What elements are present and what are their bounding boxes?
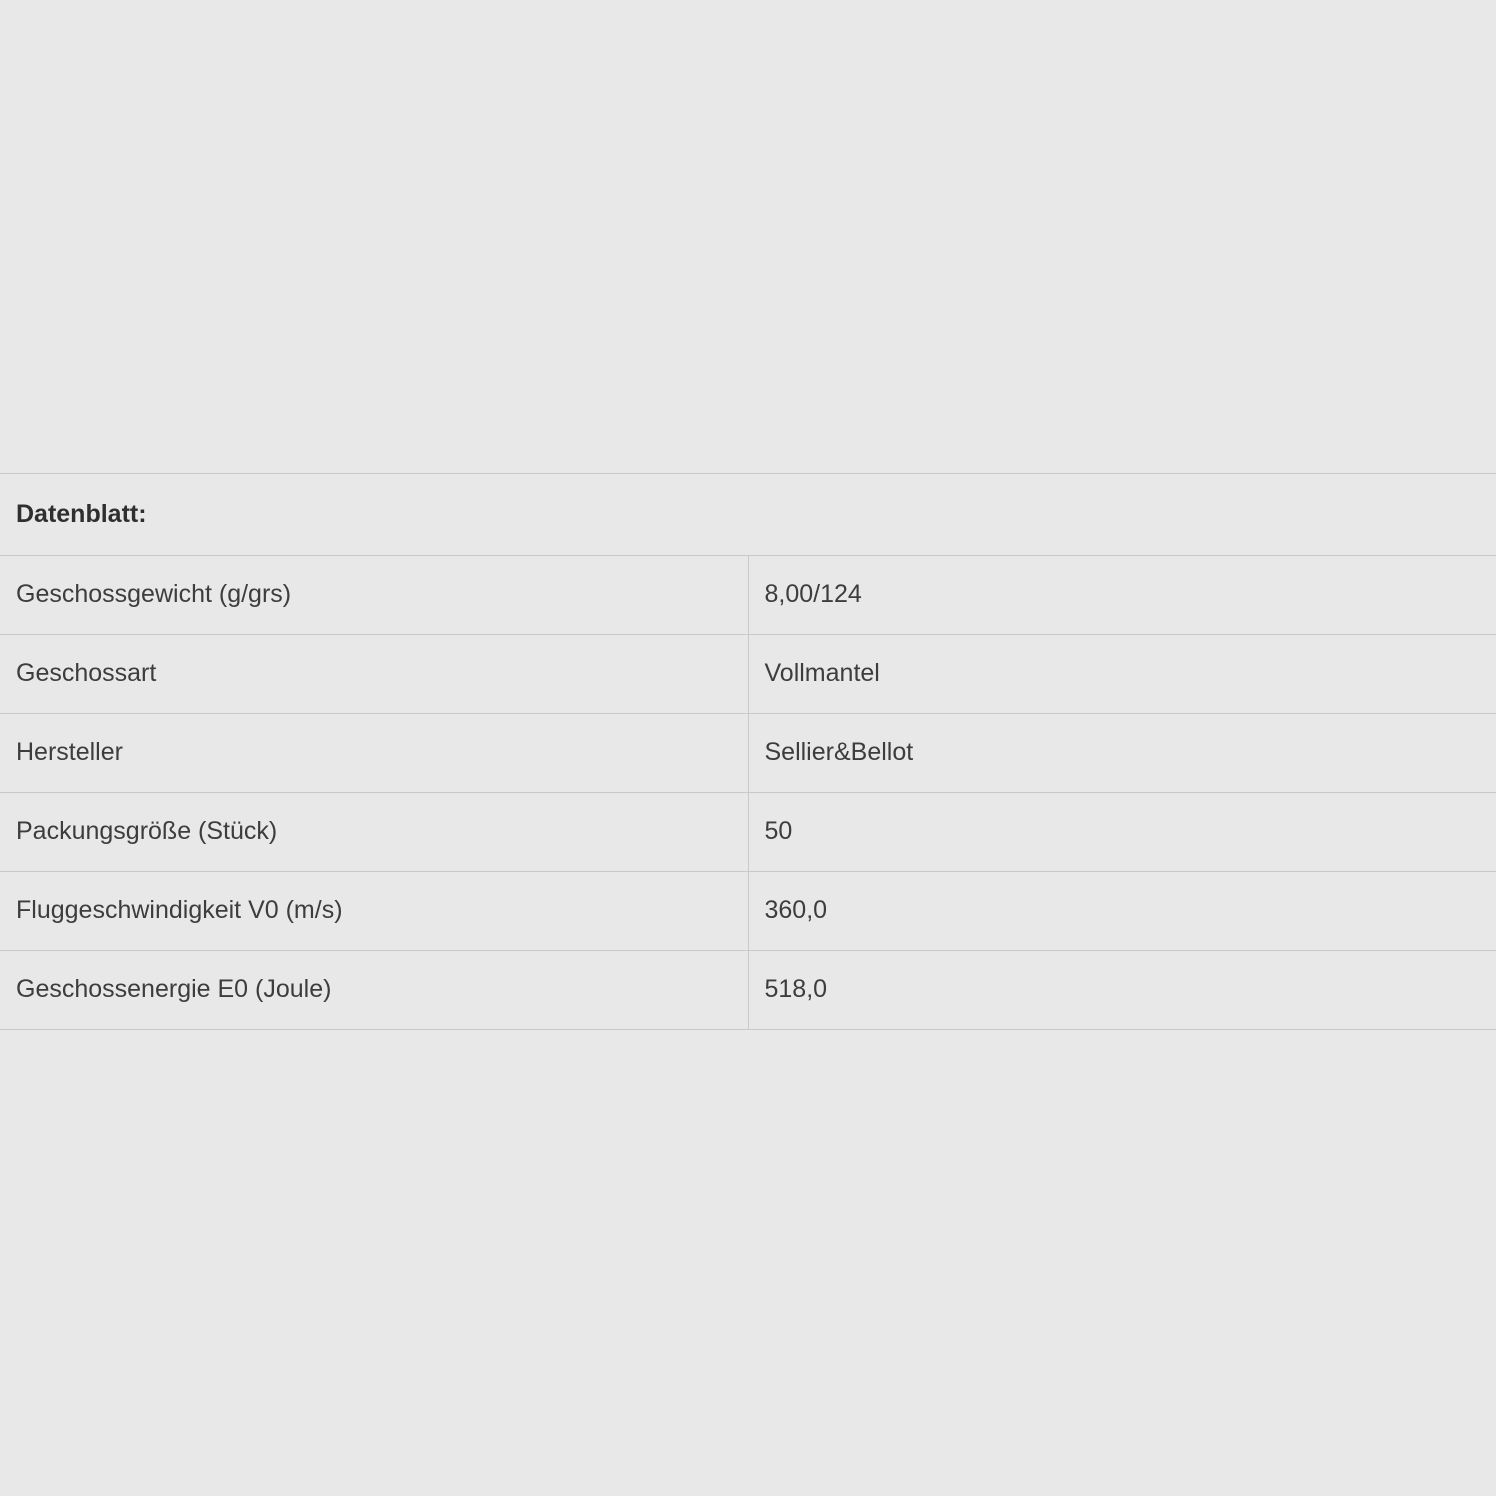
row-value: 50	[748, 793, 1496, 872]
row-label: Geschossgewicht (g/grs)	[0, 556, 748, 635]
row-label: Hersteller	[0, 714, 748, 793]
row-value: 360,0	[748, 872, 1496, 951]
row-value: 518,0	[748, 951, 1496, 1030]
table-row	[0, 635, 1496, 714]
row-label: Fluggeschwindigkeit V0 (m/s)	[0, 872, 748, 951]
table-row	[0, 556, 1496, 635]
datasheet-table	[0, 473, 1496, 1030]
table-row	[0, 793, 1496, 872]
row-label: Geschossart	[0, 635, 748, 714]
datasheet-title: Datenblatt:	[0, 474, 1496, 556]
datasheet-header-row	[0, 474, 1496, 556]
table-row	[0, 714, 1496, 793]
table-row	[0, 951, 1496, 1030]
row-value: 8,00/124	[748, 556, 1496, 635]
row-value: Vollmantel	[748, 635, 1496, 714]
row-value: Sellier&Bellot	[748, 714, 1496, 793]
row-label: Geschossenergie E0 (Joule)	[0, 951, 748, 1030]
table-row	[0, 872, 1496, 951]
row-label: Packungsgröße (Stück)	[0, 793, 748, 872]
